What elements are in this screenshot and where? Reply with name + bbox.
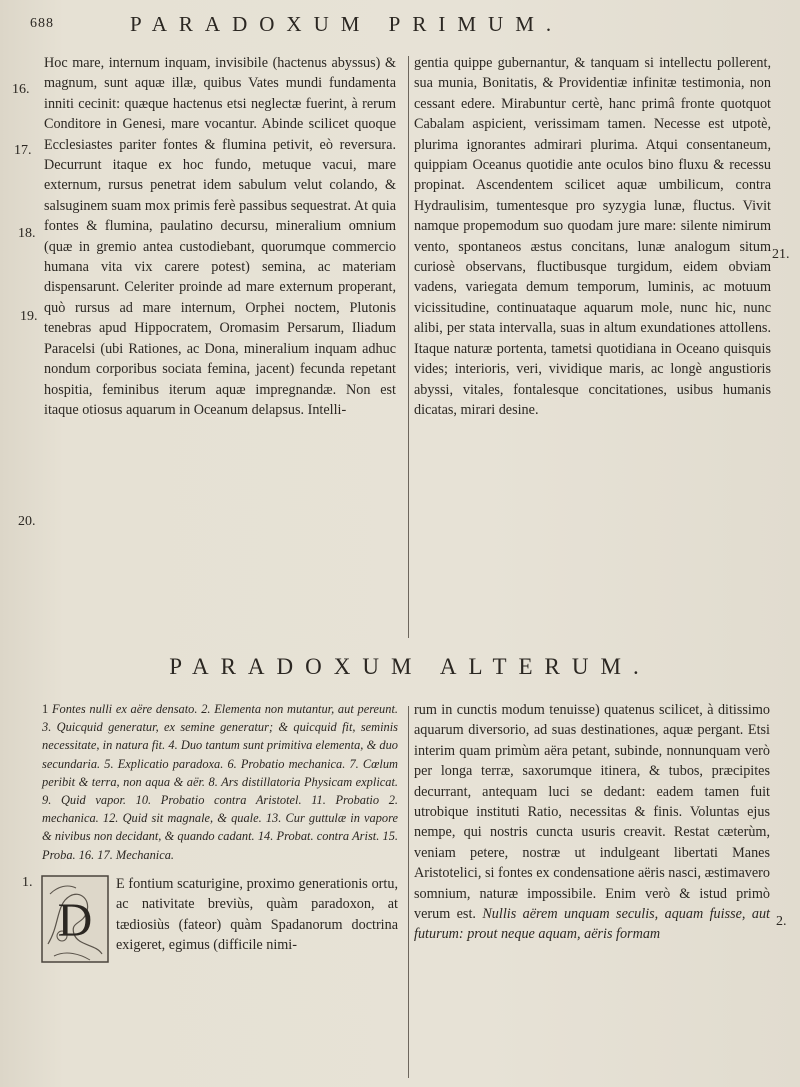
folio-number: 688 bbox=[30, 16, 54, 31]
margin-number: 16. bbox=[12, 82, 30, 97]
initial-letter: D bbox=[57, 894, 93, 947]
margin-number: 2. bbox=[776, 914, 787, 929]
chapter-summary bbox=[42, 700, 398, 864]
page-header bbox=[30, 12, 770, 38]
margin-number: 20. bbox=[18, 514, 36, 529]
upper-right-text: gentia quippe gubernantur, & tanquam si intellectu pollerent, sua munia, Bonitatis, & Providentiæ infinitæ testimonia, non cessant edere. Mirabuntur certè, hanc primâ fronte quotquot Cabalam aspicient, verissimam tamen. Necesse est utpotè, plurima ignorantes admirari plurima. Atqui consentaneum, quippiam Oceanus quotidie ante oculos bino fluxu & recessu propinat. Ascendentem scilicet aquæ umbilicum, contra Hydraulisim, tumentesque pro syzygia lunæ, fluctus. Vivit namque propemodum suo quodam jure mare: silente nimirum vento, spontaneos æstus concitans, lunæ analogum situm curiosè observans, fluctibusque turgidum, eidem obviam vadens, variegata demum temporum, luminis, ac motuum vicissitudine, continuataque aquarum mole, nunc hic, nunc alibi, per stata intervalla, suas in altum exundationes attollens. Itaque naturæ portenta, tametsi quotidiana in Oceano quisquis vides; interioris, veri, vividique maris, ac longè angustioris abyssi, vitales, fontalesque concitationes, usibus humanis dicatas, mirari desine. bbox=[414, 55, 771, 418]
margin-number: 1. bbox=[22, 875, 33, 890]
lower-left-column bbox=[57, 874, 398, 964]
summary-text: Fontes nulli ex aëre densato. 2. Elementa non mutantur, aut pereunt. 3. Quicquid generatur, ex semine generatur; & quicquid fit, seminis necessitate, in natura fit. 4. Duo tantum sunt primitiva elementa, & duo secundaria. 5. Explicatio paradoxa. 6. Probatio mechanica. 7. Cœlum peribit & terra, non aqua & aër. 8. Ars distillatoria Physicam explicat. 9. Quid vapor. 10. Probatio contra Aristotel. 11. Probatio 2. mechanica. 12. Quid sit magnale, & quale. 13. Cur guttulæ in vapore & nivibus non decidant, & quando cadant. 14. Probat. contra Arist. 15. Proba. 16. 17. Mechanica. bbox=[42, 702, 398, 862]
margin-number: 21. bbox=[772, 247, 790, 262]
lower-right-text: rum in cunctis modum tenuisse) quatenus scilicet, à ditissimo aquarum diversorio, ad suas destinationes, aquæ pergant. Etsi interim quam primùm aëra petant, subinde, nonnunquam verò per longa terræ, saxorumque itinera, & tubos, præcipites decurrant, antequam luci se dedant: eadem tamen fuit utrobique instituti Ratio, necessitas & finis. Voluntas ejus nempe, qui nostris cuncta usuris creavit. Restat cæterùm, veniam petere, nostræ ut indulgeant libertati Manes Aristotelici, si fontes ex condensatione aëris nasci, æstimavero somnium, naturæ impossibile. Enim verò & istud primò verum est. bbox=[414, 702, 770, 923]
summary-label: 1 bbox=[42, 702, 49, 716]
margin-number: 19. bbox=[20, 309, 38, 324]
upper-right-column bbox=[414, 53, 771, 420]
upper-left-text: Hoc mare, internum inquam, invisibile (hactenus abyssus) & magnum, sunt aquæ illæ, quibus Vates mundi fundamenta inniti cecinit: quæque hactenus etsi neglectæ fuerint, à rerum Conditore in Genesi, mare vocantur. Abinde scilicet quoque Ecclesiastes pariter fontes & flumina petivit, eò reversura. Decurrunt itaque ex hoc fundo, metuque vacui, mare externum, rursus penetrat idem sabulum velut colando, & salsuginem suam mox primis ferè passibus sequestrat. At quia fontes & flumina, paulatino decursu, mineralium omnium (quæ in gremio antea custodiebant, quorumque commercio humana vita vix carere potest) semina, ac materiam dispensarunt. Celeriter proinde ad mare externum properant, quò rursus ad mare internum, Orphei noctem, Plutonis tenebras apud Hippocratem, Oromasim Persarum, Iliadum Paracelsi (ubi Rationes, ac Dona, mineralium inquam adhuc nondum corporibus sociata femina, jacent) fecunda repetant hospitia, feminibus iterum aquæ impregnandæ. Non est itaque otiosus aquarum in Oceanum delapsus. Intelli- bbox=[44, 55, 396, 418]
decorated-initial bbox=[40, 874, 110, 964]
margin-number: 17. bbox=[14, 143, 32, 158]
running-title: PARADOXUM PRIMUM. bbox=[130, 12, 564, 36]
lower-right-italic-text: Nullis aërem unquam seculis, aquam fuisse, aut futurum: prout neque aquam, aëris formam bbox=[414, 906, 770, 943]
section-heading: PARADOXUM ALTERUM. bbox=[169, 654, 651, 679]
upper-left-column bbox=[44, 53, 396, 420]
column-divider bbox=[408, 706, 409, 1078]
lower-left-text: E fontium scaturigine, proximo generationis ortu, ac nativitate breviùs, quàm paradoxon, at tædiosiùs (fateor) quàm Spadanorum doctrina exigeret, egimus (difficile nimi- bbox=[116, 876, 398, 954]
lower-right-column bbox=[414, 700, 770, 945]
ornamental-initial-icon bbox=[40, 874, 110, 964]
column-divider bbox=[408, 56, 409, 638]
margin-number: 18. bbox=[18, 226, 36, 241]
